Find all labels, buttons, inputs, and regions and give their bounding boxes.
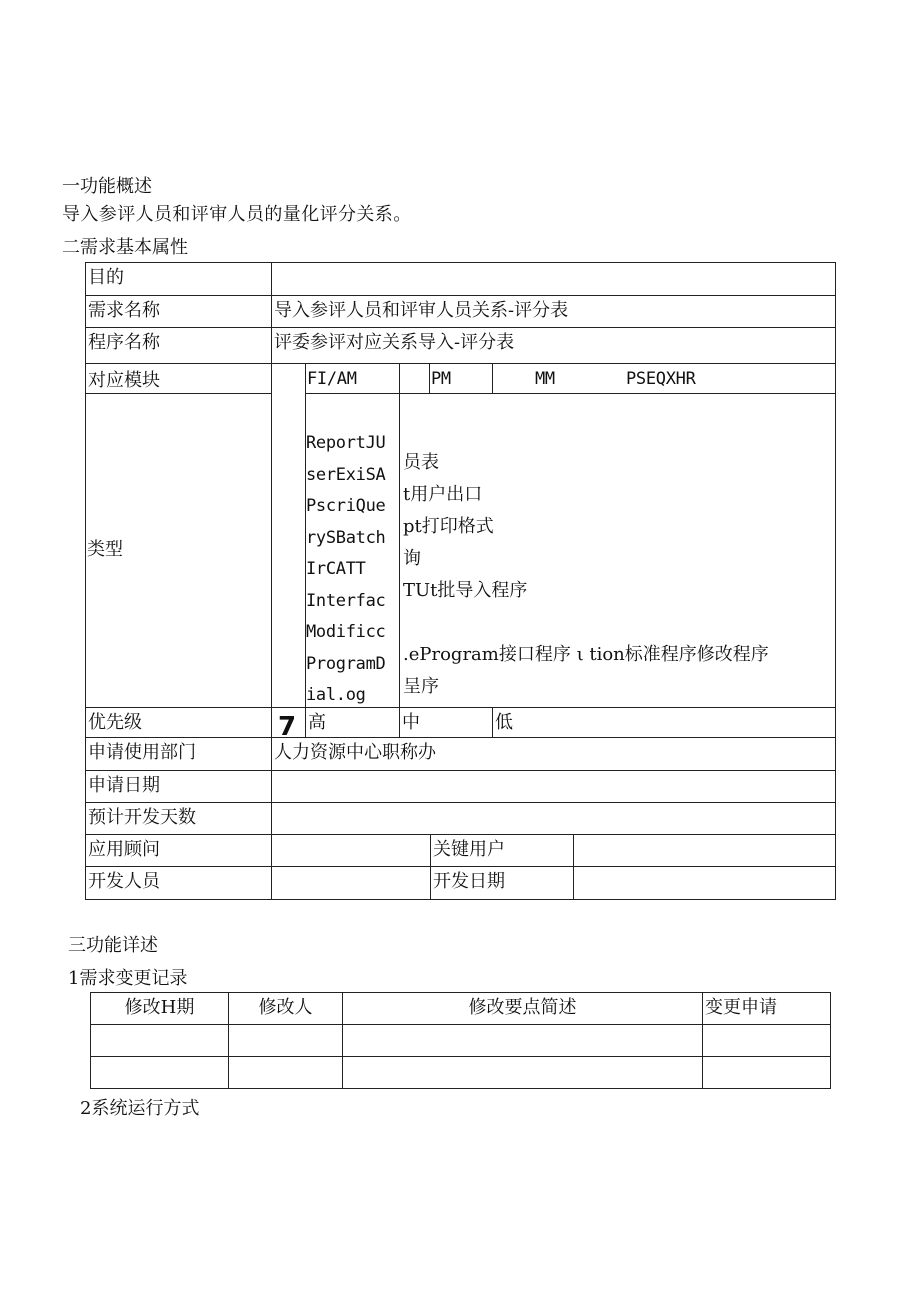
priority-mid[interactable]: 中	[399, 707, 493, 738]
purpose-value[interactable]	[271, 262, 836, 296]
key-user-label: 关键用户	[430, 834, 574, 867]
type-code[interactable]: PscriQue	[306, 496, 386, 516]
type-desc	[403, 607, 769, 639]
priority-high[interactable]: 高	[305, 707, 400, 738]
purpose-label: 目的	[85, 262, 272, 296]
dev-date-value[interactable]	[573, 866, 836, 900]
key-user-value[interactable]	[573, 834, 836, 867]
section-1-heading: 一功能概述	[62, 176, 152, 197]
table-row-1-date[interactable]	[90, 1024, 229, 1057]
module-pm[interactable]: PM	[429, 363, 493, 394]
table-row-2-modifier[interactable]	[228, 1056, 343, 1089]
type-code[interactable]: Modificc	[306, 622, 386, 642]
type-desc-list	[403, 447, 769, 703]
module-pseqxhr[interactable]: PSEQXHR	[626, 369, 696, 389]
priority-low[interactable]: 低	[492, 707, 836, 738]
header-change-request: 变更申请	[702, 992, 831, 1025]
program-name-label: 程序名称	[85, 327, 272, 364]
table-row-2-request[interactable]	[702, 1056, 831, 1089]
section-2-heading: 二需求基本属性	[62, 237, 188, 258]
priority-label: 优先级	[85, 707, 272, 738]
type-code[interactable]: ial.og	[306, 685, 366, 705]
table-row-2-summary[interactable]	[342, 1056, 703, 1089]
estimated-days-label: 预计开发天数	[85, 802, 272, 835]
type-code[interactable]: Interfac	[306, 590, 386, 611]
dev-date-label: 开发日期	[430, 866, 574, 900]
table-row-2-date[interactable]	[90, 1056, 229, 1089]
type-desc: 员表	[403, 452, 439, 473]
apply-date-value[interactable]	[271, 770, 836, 803]
apply-date-label: 申请日期	[85, 770, 272, 803]
type-desc: 呈序	[403, 676, 439, 697]
module-label: 对应模块	[85, 363, 272, 394]
change-record-heading: 1需求变更记录	[68, 968, 188, 989]
developer-label: 开发人员	[85, 866, 272, 900]
type-code[interactable]: IrCATT	[306, 559, 366, 579]
type-code-list	[306, 428, 385, 712]
requirement-name-label: 需求名称	[85, 295, 272, 328]
type-desc: TUt批导入程序	[403, 580, 528, 601]
requirement-name-value[interactable]: 导入参评人员和评审人员关系-评分表	[271, 295, 836, 328]
header-modify-date: 修改H期	[90, 992, 229, 1025]
estimated-days-value[interactable]	[271, 802, 836, 835]
section-3-heading: 三功能详述	[68, 935, 158, 956]
table-row-1-modifier[interactable]	[228, 1024, 343, 1057]
module-fi-am[interactable]: FI/AM	[305, 363, 400, 394]
type-desc: 询	[403, 548, 421, 569]
priority-mark: 7	[278, 712, 297, 742]
department-label: 申请使用部门	[85, 737, 272, 771]
header-modifier: 修改人	[228, 992, 343, 1025]
header-summary: 修改要点简述	[342, 992, 703, 1025]
module-checkbox[interactable]	[399, 363, 430, 394]
type-code[interactable]: serExiSA	[306, 464, 386, 485]
type-label: 类型	[87, 539, 123, 560]
type-code[interactable]: ProgramD	[306, 653, 386, 674]
consultant-label: 应用顾问	[85, 834, 272, 867]
section-1-body: 导入参评人员和评审人员的量化评分关系。	[62, 204, 412, 225]
type-desc: t用户出口	[403, 484, 483, 505]
type-code[interactable]: ReportJU	[306, 433, 386, 453]
department-value[interactable]: 人力资源中心职称办	[271, 737, 836, 771]
consultant-value[interactable]	[271, 834, 431, 867]
run-mode-heading: 2系统运行方式	[80, 1098, 200, 1119]
table-row-1-request[interactable]	[702, 1024, 831, 1057]
type-desc: pt打印格式	[403, 516, 494, 537]
table-row-1-summary[interactable]	[342, 1024, 703, 1057]
module-mm[interactable]: MM	[535, 369, 555, 389]
type-code[interactable]: rySBatch	[306, 527, 386, 548]
type-desc: .eProgram接口程序 ι tion标准程序修改程序	[403, 644, 769, 665]
checkbox-column	[271, 363, 306, 708]
program-name-value[interactable]: 评委参评对应关系导入-评分表	[271, 327, 836, 364]
developer-value[interactable]	[271, 866, 431, 900]
